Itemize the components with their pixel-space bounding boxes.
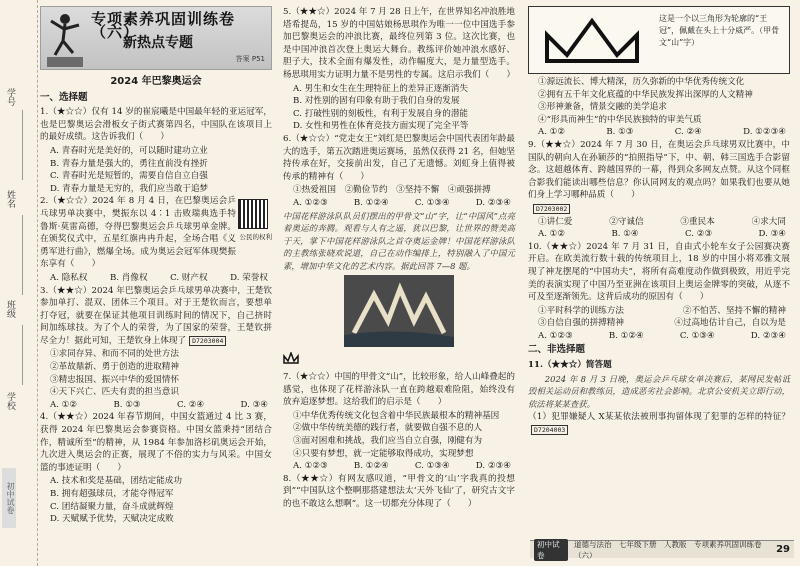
question-9: 9.（★★☆）2024 年 7 月 30 日，在奥运会乒乓球男双比赛中，中国队的朝向人在孙颖莎的“拍照指导”下，中、朝、韩三国选手合影留念。这超越体育、跨越国界的一幕，得到众多网友点赞。从这个同框合影我们能读出哪些信息？你认同网友的观点吗？如果我们也要从她们身上学习哪种品质（ ） [528, 139, 790, 201]
option: A. ①②③ [538, 330, 573, 341]
option: A. ①② [538, 229, 566, 240]
statement: ④“形具而神生”的中华民族独特的审美气质 [538, 114, 702, 125]
question-4: 4.（★★☆）2024 年春节期间，中国女篮通过 4 比 3 赛，获得 2024 年巴黎奥运会参赛资格。中国女篮秉持“团结合作，精诚所至”的精神，从 1984 年参加洛杉矶奥运会开始，九次进入奥运会的正赛，展现了不俗的实力与风采。中国女篮的事迹证明（ ） [40, 412, 272, 473]
question-1: 1.（★☆☆）仅有 14 岁的崔宸曦是中国最年轻的亚运冠军，也是巴黎奥运会滑板女子街式赛第四名，中国队在该项目上的最好成绩。这告诉我们（ ） [40, 107, 272, 143]
option: D. ②③④ [750, 330, 786, 341]
question-3 [40, 285, 272, 348]
option: B. ①③ [606, 127, 634, 138]
reading-passage: 中国花样游泳队队员们摆出的甲骨文“山”字，让“中国风”点亮着奥运的奔腾。观看与人有之遥，犹以巴黎，让世界的赞美高于天，掌下中国花样游泳队之首夺奥运金牌！中国花样游泳队的主教练张晓欢说道，自己在动作编排上，特别融入了中国元素，增加中华文化的艺术内容。据此回答 7—8 题。 [283, 210, 515, 271]
statement: ②革故鼎新、勇于创造的进取精神 [50, 362, 179, 373]
option: D. ③④ [758, 229, 786, 240]
option: D. 天赋赋予优势，天赋决定成败 [50, 514, 174, 525]
option: C. ②④ [674, 127, 702, 138]
statement: ④只要有梦想，就一定能够取得成功，实现梦想 [293, 448, 474, 459]
banner-subtitle: 新热点专题 [123, 35, 193, 51]
footer-tag: 初中试卷 [534, 539, 568, 561]
question-6: 6.（★☆☆）“党走女王”刘红是巴黎奥运会中国代表团年龄最大的选手，第五次踏进奥运赛场，虽然仅获得 21 名，但她坚持传承在好，交接前出发，自己了无遗憾。刘虹身上值得被传承的精神有（ ） [283, 133, 515, 182]
synchronized-swimming-photo [344, 275, 454, 347]
question-code: D7204003 [531, 425, 568, 435]
statement: ③面对困难和挑战，我们应当自立自强，刚健有为 [293, 436, 483, 447]
statement: ③精忠报国、振兴中华的爱国情怀 [50, 374, 179, 385]
statement: ④求大同 [751, 216, 786, 227]
option: A. ①②③ [293, 461, 328, 472]
question-11-material: 2024 年 8 月 3 日晚，奥运会乒乓球女单决赛后，某网民发帖诋毁相关运动员和教练员，造成恶劣社会影响。北京公安机关立即行动，依法将某某查获。 [528, 373, 790, 409]
option: B. ①③ [113, 399, 141, 410]
statement: ③重民本 [680, 216, 715, 227]
option: A. 隐私权 [50, 272, 88, 283]
option: C. 财产权 [170, 272, 208, 283]
section-heading: 二、非选择题 [528, 344, 586, 356]
student-id-label: 学号 [5, 88, 15, 106]
option: C. 打破性别的刻板性，有利于发展自身的潜能 [293, 108, 469, 119]
option: D. ③④ [240, 399, 268, 410]
statement: ①中华优秀传统文化包含着中华民族最根本的精神基因 [293, 410, 500, 421]
question-code: D7203002 [533, 204, 570, 214]
name-label: 姓名 [5, 190, 15, 208]
answer-page-ref: 答案 P51 [235, 55, 265, 64]
option: B. ①②④ [608, 330, 644, 341]
options-row [40, 272, 272, 285]
binding-line [22, 110, 23, 180]
option: C. 团结凝聚力量，奋斗成就辉煌 [50, 501, 174, 512]
option: D. 青春力量是无穷的，我们应当敢于追梦 [50, 183, 209, 194]
column-middle [283, 6, 515, 512]
topic-title: 2024 年巴黎奥运会 [110, 76, 202, 87]
option: A. ①② [538, 127, 566, 138]
statement: ④过高地估计自己，自以为是 [674, 318, 786, 329]
option: A. ①②③ [293, 197, 328, 208]
question-11-subquestion [528, 411, 790, 436]
option: A. 男生和女生在生理特征上的差异正逐渐消失 [293, 83, 468, 94]
options-row [40, 399, 272, 412]
statement: ②守诚信 [609, 216, 644, 227]
statements-row [528, 317, 790, 330]
shan-character-icon [537, 15, 647, 67]
question-text: （1）犯罪嫌疑人 X某某依法被刑事拘留体现了犯罪的怎样的特征？ [528, 412, 790, 423]
question-11: 11.（★★☆）简答题 [528, 360, 612, 371]
option: A. 技术和奖是基础，团结定能成功 [50, 476, 182, 487]
footer-text: 道德与法治 七年级下册 人教版 专项素养巩固训练卷（六） [574, 539, 762, 560]
options-row [528, 126, 790, 139]
option: C. ①③④ [414, 197, 450, 208]
option: C. ②④ [177, 399, 205, 410]
statement: ③自信自强的拼搏精神 [538, 318, 624, 329]
option: B. ①②④ [353, 197, 389, 208]
question-2: 2.（★☆☆）2024 年 8 月 4 日，在巴黎奥运会乒乓球男单决赛中，樊振东以 4∶1 击败瑞典选手特鲁斯·莫雷高德，夺得巴黎奥运会乒乓球男单金牌。在颁奖仪式中，五星红旗冉冉升起，全场合唱《义勇军进行曲》，燃爆全场。成为奥运会冠军体现樊振东享有（ ） [40, 196, 236, 270]
question-8: 8.（★★☆）有网友感叹道，“甲骨文的‘山’字我真的投想到”“中国队这个整啊那搭建想法太‘天外飞仙’了，研究古文字的也不敢这么想啊”。这一切都充分体现了（ ） [283, 473, 515, 509]
question-7: 7.（★☆☆）中国的甲骨文“山”，比较形象，给人山峰叠起的感觉，也体现了花样游泳队一直在跨越艰难险阻，始终没有放弃追逐梦想。这给我们的启示是（ ） [283, 372, 515, 408]
binding-margin [0, 0, 38, 566]
statement: ③形神兼备，情景交融的美学追求 [538, 102, 667, 113]
column-right [528, 6, 790, 438]
option: D. ②③④ [475, 461, 511, 472]
option: B. 对性别的固有印象有助于我们自身的发展 [293, 96, 460, 107]
binding-line [22, 325, 23, 385]
option: C. ①③④ [414, 461, 450, 472]
statements-row [528, 216, 790, 229]
question-text: 3.（★★☆）2024 年巴黎奥运会乒乓球男单决赛中，王楚钦参加单打、混双、团体三个项目。对于王楚钦而言，要想单打夺冠，就要在保证其他项目训练时间的情况下，自己挤时间加练球技。为了个人的荣誉，为了国家的荣誉，王楚钦拼尽全力！据此可知，王楚钦身上体现了 [40, 285, 272, 346]
mountain-formation-image [344, 275, 454, 347]
qr-code[interactable] [238, 199, 268, 229]
option: D. ②③④ [475, 197, 511, 208]
statement: ①源远流长、博大精深，历久弥新的中华优秀传统文化 [538, 77, 745, 87]
question-10: 10.（★★☆）2024 年 7 月 31 日，自由式小轮车女子公园赛决赛开启。在欧美流行数十载的传统项目上，18 岁的中国小将邓雅文展现了神龙摆尾的“中国功夫”，将所有高难度动作做到极致，用近乎完美的表演实现了中国乃至亚洲在该项目上奥运金牌零的突破，从逐不可及至逐渐领先。这背后成功的原因有（ ） [528, 241, 790, 303]
binding-line [22, 215, 23, 295]
option: D. ①②③④ [743, 127, 786, 138]
options-row [528, 228, 790, 241]
statement: ②不怕苦、坚持不懈的精神 [682, 305, 786, 316]
option: A. ①② [50, 399, 78, 410]
option: B. 拥有超强球员，才能夺得冠军 [50, 489, 174, 499]
column-left [40, 6, 272, 526]
statement: ①讲仁爱 [538, 216, 573, 227]
statement: ①求同存异、和而不同的处世方法 [50, 349, 179, 360]
banner-title: 专项素养巩固训练卷（六） [91, 10, 236, 41]
question-code: D7203004 [189, 336, 226, 346]
option: B. 青春力量是强大的，勇往直前没有挫折 [50, 158, 208, 169]
option: B. ①②④ [353, 461, 389, 472]
title-banner [40, 6, 272, 70]
option: C. ①③④ [679, 330, 715, 341]
qr-caption: 公民的权利 [239, 233, 272, 242]
option: C. 青春时光是短暂的，需要自信自立自强 [50, 171, 208, 182]
option: B. 肖像权 [109, 272, 148, 283]
statement: ①平时科学的训练方法 [538, 305, 624, 316]
class-label: 班级 [5, 300, 15, 318]
statement: ①热爱祖国 ②勤俭节约 ③坚持不懈 ④顽强拼搏 [293, 185, 491, 196]
option: B. ①④ [611, 229, 639, 240]
statement: ④天下兴亡、匹夫有责的担当意识 [50, 387, 179, 398]
athlete-figure-icon [47, 11, 83, 67]
page-number: 29 [776, 544, 790, 555]
options-row [283, 460, 515, 473]
options-row [528, 330, 790, 343]
shan-character-box [528, 6, 790, 74]
oracle-bone-shan-icon [283, 352, 299, 364]
option: D. 荣誉权 [230, 272, 268, 283]
option: A. 青春时光是美好的，可以随时建功立业 [50, 145, 208, 156]
statement: ②做中华传统美德的践行者，就要做自强不息的人 [293, 423, 483, 434]
question-5: 5.（★★☆）2024 年 7 月 28 日上午，在世界知名冲浪胜地塔希提岛，15 岁的中国姑娘杨思琪作为唯一一位中国选手参加巴黎奥运会的冲浪比赛，最终位列第 3 位。这次比赛，也是中国冲浪首次登上奥运大舞台。教练评价她冲浪水感好、胆子大，技术全面有爆发性，动作幅度大，是力量型选手。杨思琪用实力证明力量不是男性的专属。这启示我们（ ） [283, 7, 516, 80]
statements-row [528, 305, 790, 318]
option: D. 女性和男性在体育竞技方面实现了完全平等 [293, 121, 469, 132]
school-label: 学校 [5, 392, 15, 410]
brand-logo: 初中试卷 [2, 468, 16, 528]
options-row [283, 197, 515, 210]
page-footer [530, 540, 794, 558]
option: C. ②③ [685, 229, 713, 240]
statement: ②拥有五千年文化底蕴的中华民族发挥出深厚的人文精神 [538, 89, 753, 100]
box-caption: 这是一个以三角形为轮廓的“王冠”，佩戴在头上十分威严。（甲骨文“山”字） [659, 14, 780, 47]
section-heading: 一、选择题 [40, 91, 88, 103]
